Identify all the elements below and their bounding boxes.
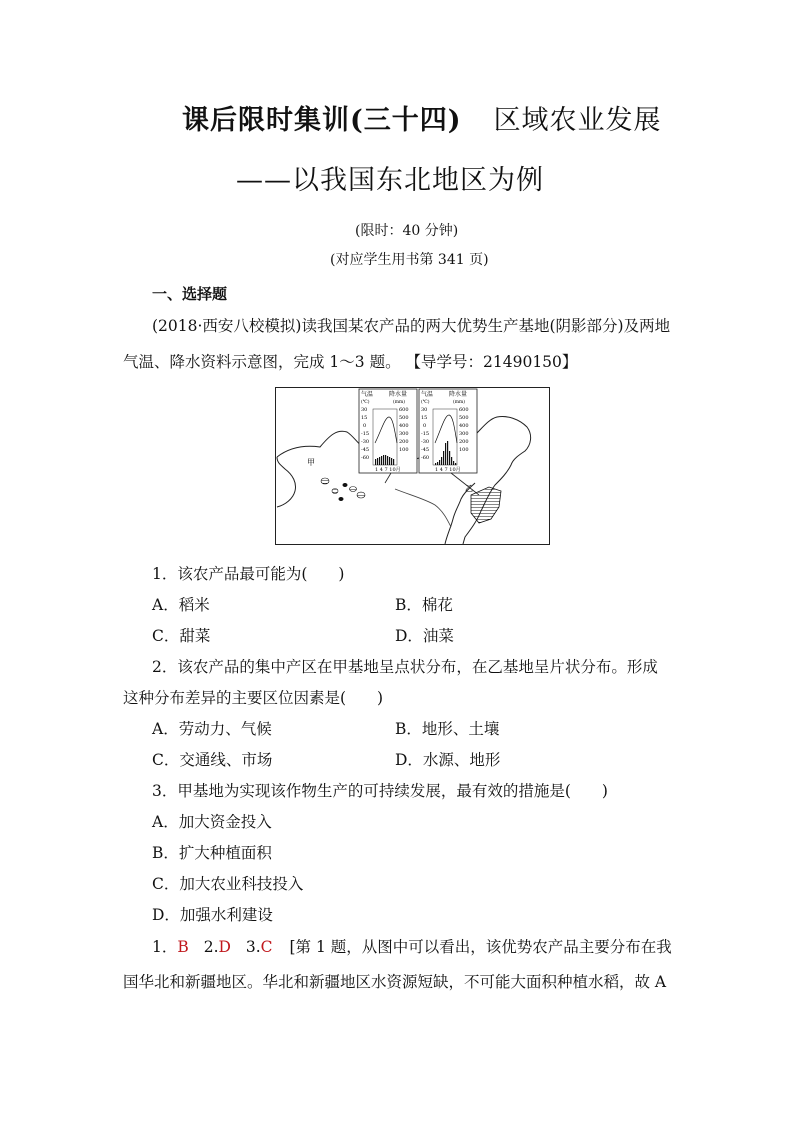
svg-text:30: 30	[421, 407, 428, 413]
svg-text:-15: -15	[421, 431, 430, 437]
svg-text:-60: -60	[361, 455, 370, 461]
svg-text:15: 15	[421, 415, 428, 421]
svg-text:200: 200	[399, 439, 409, 445]
svg-text:300: 300	[459, 431, 469, 437]
label-yi: 乙	[465, 484, 473, 493]
page-title	[182, 98, 662, 137]
q2-option-c: C．交通线、市场	[152, 751, 273, 769]
answer-2-number: 2.	[203, 938, 219, 956]
section-heading: 一、选择题	[152, 285, 228, 303]
svg-text:400: 400	[399, 423, 409, 429]
svg-text:300: 300	[399, 431, 409, 437]
svg-text:100: 100	[459, 447, 469, 453]
svg-text:600: 600	[459, 407, 469, 413]
svg-text:500: 500	[399, 415, 409, 421]
svg-text:30: 30	[361, 407, 368, 413]
q2-option-a: A．劳动力、气候	[152, 720, 272, 738]
svg-text:-30: -30	[421, 439, 430, 445]
svg-text:-45: -45	[421, 447, 430, 453]
q3-option-c: C．加大农业科技投入	[152, 875, 304, 893]
svg-text:100: 100	[399, 447, 409, 453]
map-figure	[275, 387, 550, 545]
svg-text:-15: -15	[361, 431, 370, 437]
c2-month-axis: 1 4 7 10月	[435, 467, 461, 473]
q2-option-d: D．水源、地形	[395, 751, 501, 769]
svg-text:600: 600	[399, 407, 409, 413]
svg-text:-45: -45	[361, 447, 370, 453]
svg-text:15: 15	[361, 415, 368, 421]
answer-3: C	[260, 938, 273, 956]
time-limit: (限时：40 分钟)	[355, 223, 459, 239]
q1-option-d: D．油菜	[395, 627, 454, 645]
page-subtitle: ——以我国东北地区为例	[236, 165, 544, 196]
answer-1-number: 1．	[152, 938, 178, 956]
q3-option-a: A．加大资金投入	[152, 813, 272, 831]
question-1-stem: 1．该农产品最可能为( )	[152, 565, 345, 583]
intro-line-2: 气温、降水资料示意图，完成 1～3 题。 【导学号：21490150】	[123, 353, 578, 371]
c1-month-axis: 1 4 7 10月	[375, 467, 401, 473]
svg-text:0: 0	[363, 423, 367, 429]
c1-temp-label: 气温	[361, 391, 374, 398]
question-3-stem: 3．甲基地为实现该作物生产的可持续发展，最有效的措施是( )	[152, 782, 608, 800]
q3-option-d: D．加强水利建设	[152, 906, 273, 924]
svg-text:500: 500	[459, 415, 469, 421]
svg-text:-60: -60	[421, 455, 430, 461]
answer-2: D	[218, 938, 231, 956]
page-reference: (对应学生用书第 341 页)	[330, 252, 489, 268]
c2-precip-unit: (mm)	[453, 400, 466, 405]
explanation-line1: [第 1 题，从图中可以看出，该优势农产品主要分布在我	[289, 938, 672, 956]
intro-line-1: (2018·西安八校模拟)读我国某农产品的两大优势生产基地(阴影部分)及两地	[152, 317, 671, 335]
svg-text:200: 200	[459, 439, 469, 445]
title-subject: 区域农业发展	[493, 105, 662, 136]
answer-1: B	[177, 938, 189, 956]
answer-3-number: 3.	[245, 938, 261, 956]
svg-text:0: 0	[423, 423, 427, 429]
c2-temp-unit: (℃)	[421, 400, 430, 405]
label-jia: 甲	[307, 458, 315, 467]
c1-precip-unit: (mm)	[393, 400, 406, 405]
svg-text:400: 400	[459, 423, 469, 429]
question-2-stem-line1: 2．该农产品的集中产区在甲基地呈点状分布，在乙基地呈片状分布。形成	[152, 658, 658, 676]
q1-option-c: C．甜菜	[152, 627, 211, 645]
q2-option-b: B．地形、土壤	[395, 720, 500, 738]
c1-temp-unit: (℃)	[361, 400, 370, 405]
explanation-line2: 国华北和新疆地区。华北和新疆地区水资源短缺，不可能大面积种植水稻，故 A	[123, 973, 667, 991]
title-main: 课后限时集训(三十四)	[182, 105, 462, 136]
c1-precip-label: 降水量	[389, 391, 408, 398]
question-2-stem-line2: 这种分布差异的主要区位因素是( )	[123, 689, 384, 707]
c2-temp-label: 气温	[421, 391, 434, 398]
c2-precip-label: 降水量	[449, 391, 468, 398]
q1-option-b: B．棉花	[395, 596, 453, 614]
answer-key	[152, 935, 672, 957]
q1-option-a: A．稻米	[152, 596, 210, 614]
svg-text:-30: -30	[361, 439, 370, 445]
q3-option-b: B．扩大种植面积	[152, 844, 272, 862]
